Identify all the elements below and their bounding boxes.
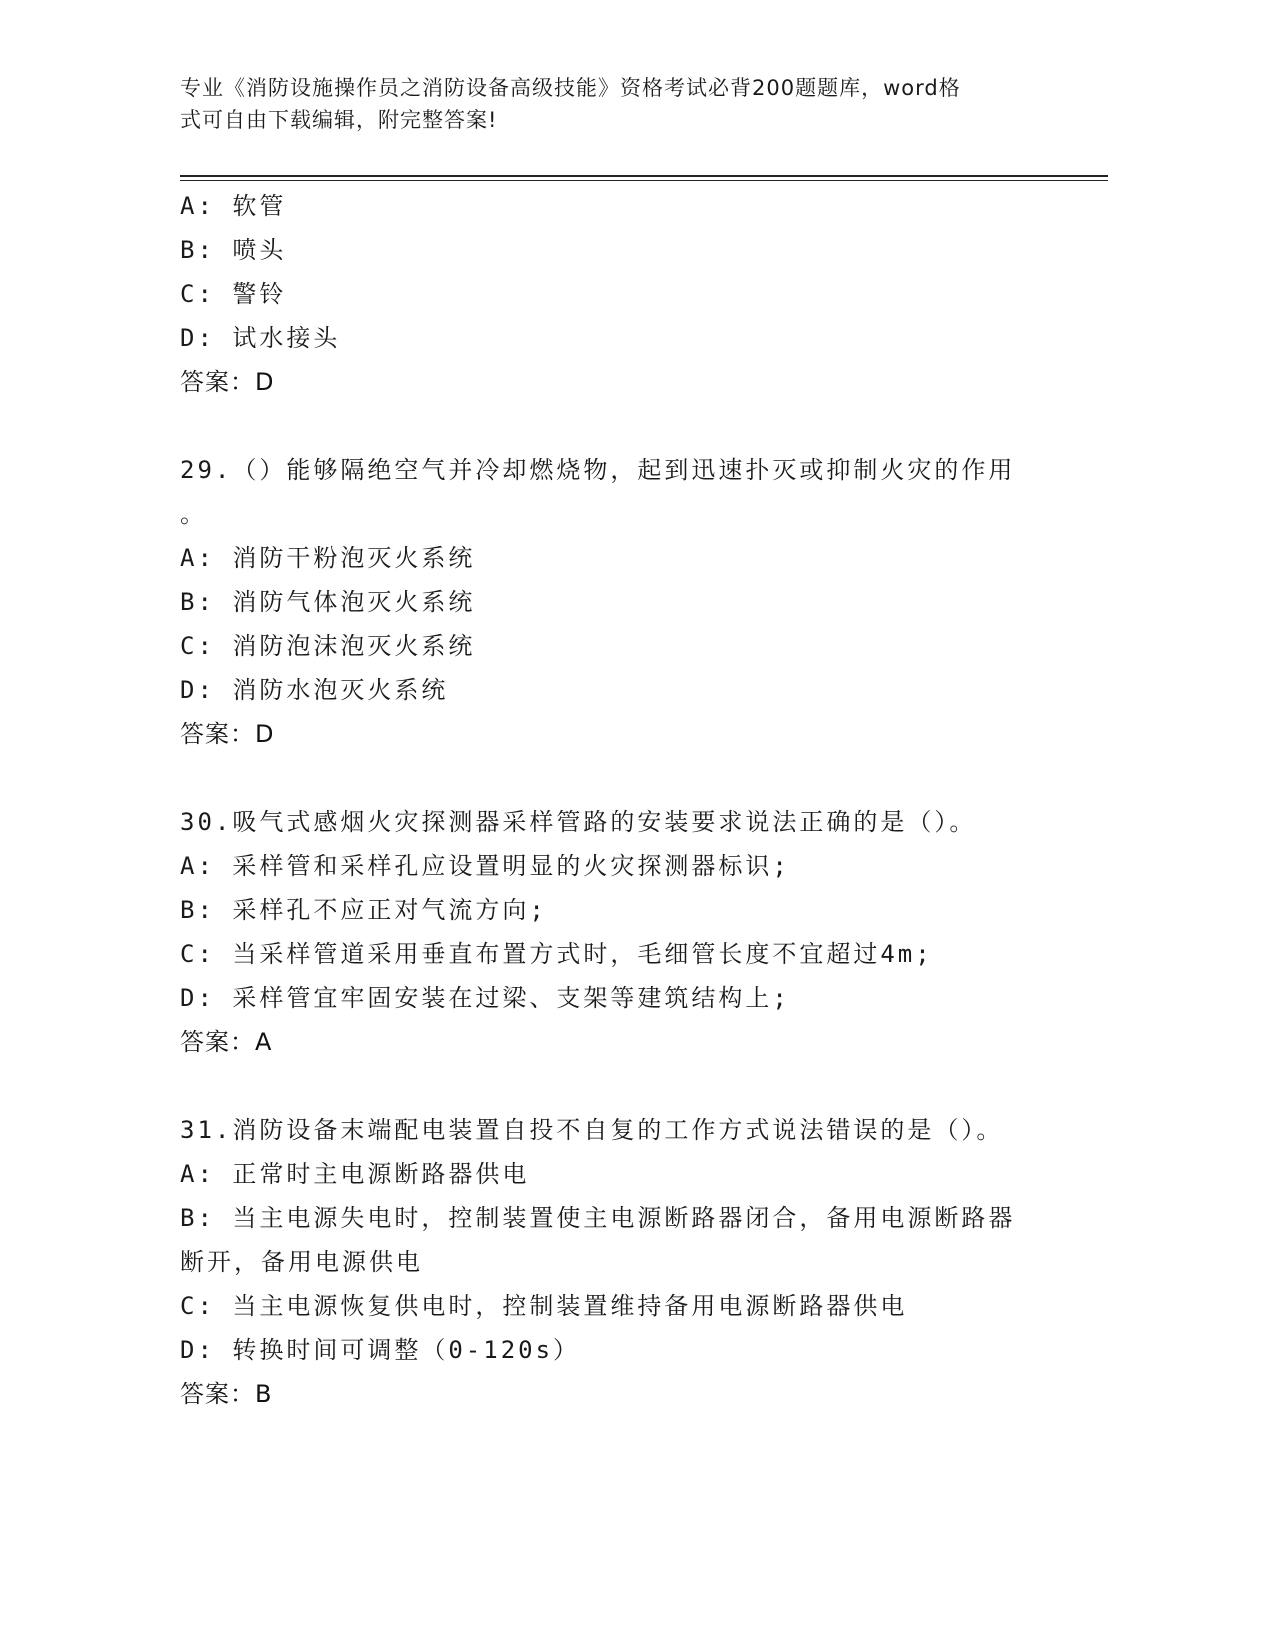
spacer bbox=[180, 756, 1060, 800]
option-a: A: 采样管和采样孔应设置明显的火灾探测器标识; bbox=[180, 852, 790, 880]
header-line-2: 式可自由下载编辑，附完整答案! bbox=[180, 108, 498, 132]
option-c: C: 消防泡沫泡灭火系统 bbox=[180, 632, 476, 660]
option-b: B: 当主电源失电时，控制装置使主电源断路器闭合，备用电源断路器 bbox=[180, 1204, 1016, 1232]
answer: 答案：A bbox=[180, 1028, 273, 1056]
answer: 答案：B bbox=[180, 1380, 273, 1408]
option-b-continued: 断开，备用电源供电 bbox=[180, 1248, 423, 1276]
option-c: C: 警铃 bbox=[180, 280, 287, 308]
option-d: D: 试水接头 bbox=[180, 324, 341, 352]
answer: 答案：D bbox=[180, 720, 275, 748]
option-a: A: 消防干粉泡灭火系统 bbox=[180, 544, 476, 572]
header-line-1: 专业《消防设施操作员之消防设备高级技能》资格考试必背200题题库，word格 bbox=[180, 76, 961, 100]
spacer bbox=[180, 1064, 1060, 1108]
option-c: C: 当主电源恢复供电时，控制装置维持备用电源断路器供电 bbox=[180, 1292, 908, 1320]
option-b: B: 喷头 bbox=[180, 236, 287, 264]
option-a: A: 软管 bbox=[180, 192, 287, 220]
question-31-block bbox=[180, 1108, 1060, 1416]
header-divider-thick bbox=[180, 175, 1108, 177]
question-stem: 30.吸气式感烟火灾探测器采样管路的安装要求说法正确的是（）。 bbox=[180, 808, 977, 836]
document-header bbox=[180, 72, 1060, 136]
option-c: C: 当采样管道采用垂直布置方式时，毛细管长度不宜超过4m; bbox=[180, 940, 933, 968]
question-29-block bbox=[180, 448, 1060, 756]
option-b: B: 消防气体泡灭火系统 bbox=[180, 588, 476, 616]
spacer bbox=[180, 404, 1060, 448]
answer: 答案：D bbox=[180, 368, 275, 396]
question-list bbox=[180, 184, 1060, 1416]
question-30-block bbox=[180, 800, 1060, 1064]
question-stem-continued: 。 bbox=[180, 500, 207, 528]
header-divider-thin bbox=[180, 180, 1108, 181]
option-a: A: 正常时主电源断路器供电 bbox=[180, 1160, 530, 1188]
question-stem: 31.消防设备末端配电装置自投不自复的工作方式说法错误的是（）。 bbox=[180, 1116, 1004, 1144]
option-d: D: 消防水泡灭火系统 bbox=[180, 676, 449, 704]
option-d: D: 采样管宜牢固安装在过梁、支架等建筑结构上; bbox=[180, 984, 790, 1012]
option-d: D: 转换时间可调整（0-120s） bbox=[180, 1336, 581, 1364]
option-b: B: 采样孔不应正对气流方向; bbox=[180, 896, 547, 924]
question-stem: 29.（）能够隔绝空气并冷却燃烧物，起到迅速扑灭或抑制火灾的作用 bbox=[180, 456, 1016, 484]
question-28-block bbox=[180, 184, 1060, 404]
